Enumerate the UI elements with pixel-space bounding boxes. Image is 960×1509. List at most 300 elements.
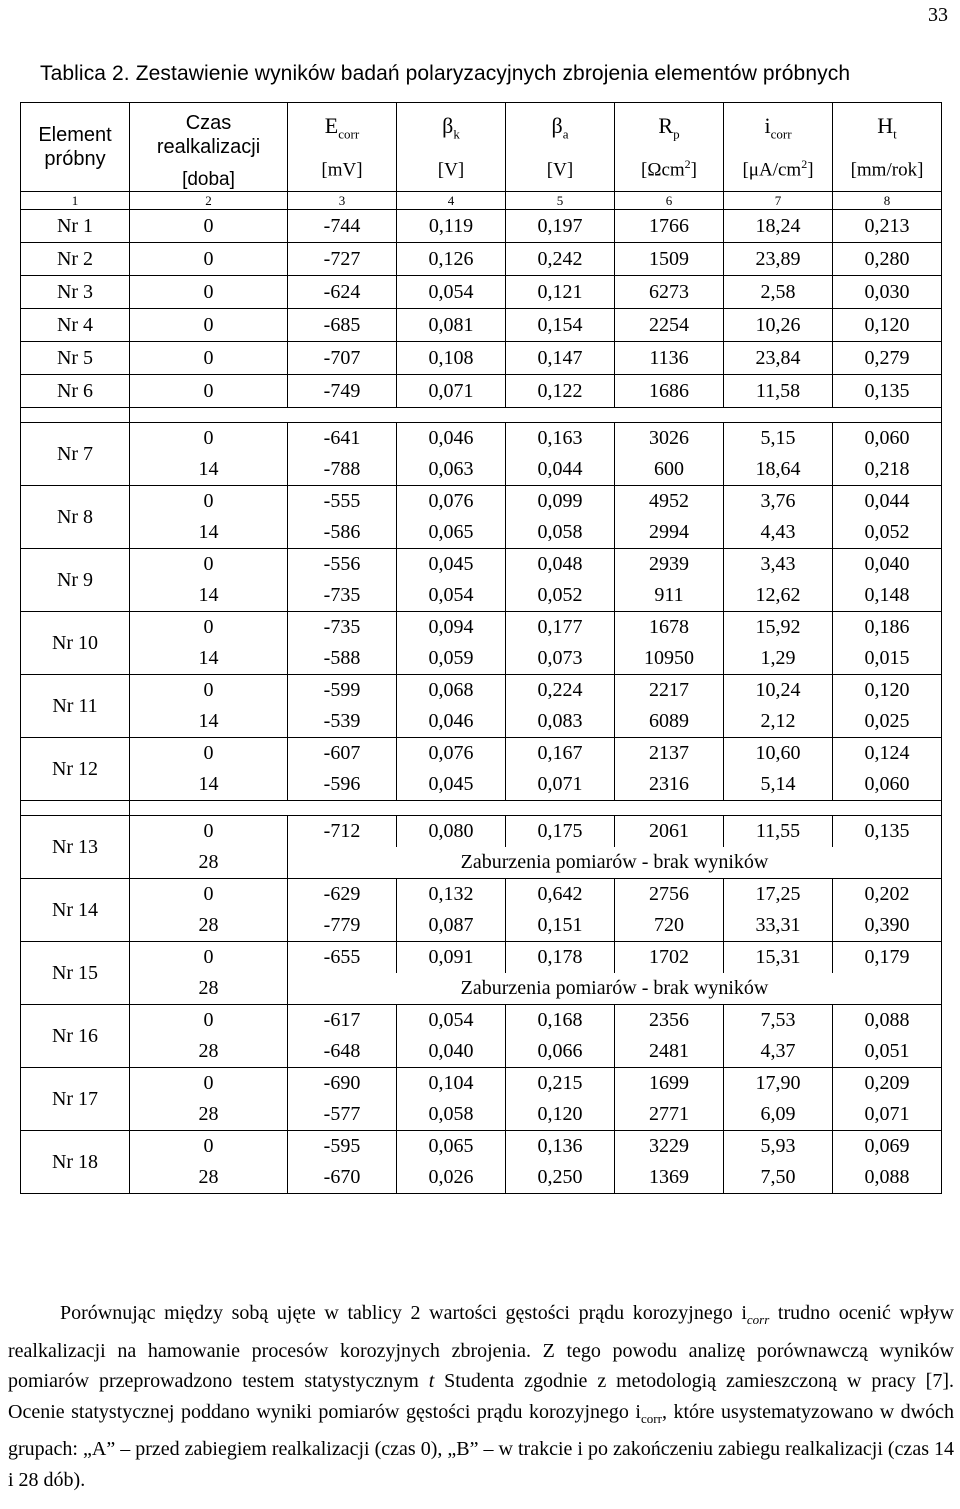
table-cell: 7,53 [724, 1005, 833, 1037]
table-cell: 0 [130, 1005, 288, 1037]
table-cell: 0,124 [833, 738, 942, 770]
table-row [21, 276, 942, 309]
element-label: Nr 11 [21, 675, 130, 738]
header-unit [506, 157, 614, 181]
element-label: Nr 17 [21, 1068, 130, 1131]
element-label: Nr 12 [21, 738, 130, 801]
table-cell: 2316 [615, 769, 724, 801]
header-symbol-main: β [442, 113, 454, 139]
header-time-unit: [doba] [182, 169, 235, 190]
table-cell: 23,84 [724, 342, 833, 375]
table-cell: 0,073 [506, 643, 615, 675]
table-cell: -555 [288, 486, 397, 518]
table-row [21, 210, 942, 243]
body-paragraph [8, 1298, 954, 1495]
table-cell: 0,213 [833, 210, 942, 243]
paragraph-part-1: Porównując między sobą ujęte w tablicy 2 wartości gęstości prądu korozyjnego i [60, 1302, 747, 1324]
table-cell: 1136 [615, 342, 724, 375]
paragraph-part-2: trudno ocenić wpływ realkalizacji na hamowanie procesów korozyjnych zbrojenia. Z tego powodu analizę porównawczą wyników pomiarów przeprowadzono testem statystycznym [8, 1302, 954, 1392]
table-cell: 17,90 [724, 1068, 833, 1100]
table-cell: 0,642 [506, 879, 615, 911]
table-cell: 2994 [615, 517, 724, 549]
table-cell: 0 [130, 549, 288, 581]
table-cell: 15,31 [724, 942, 833, 974]
header-symbol-main: β [551, 113, 563, 139]
separator-row [21, 408, 942, 423]
table-cell: 18,24 [724, 210, 833, 243]
table-cell: 0 [130, 1068, 288, 1100]
header-unit [615, 157, 723, 181]
table-cell: -624 [288, 276, 397, 309]
table-cell: 0,076 [397, 738, 506, 770]
table-cell: 0,121 [506, 276, 615, 309]
table-cell: -712 [288, 816, 397, 848]
table-cell: 12,62 [724, 580, 833, 612]
table-cell: 15,92 [724, 612, 833, 644]
element-label: Nr 14 [21, 879, 130, 942]
table-cell: 0,209 [833, 1068, 942, 1100]
table-cell: 0,215 [506, 1068, 615, 1100]
table-cell: 3,76 [724, 486, 833, 518]
table-row [21, 879, 942, 911]
header-symbol [288, 113, 396, 142]
table-cell: 911 [615, 580, 724, 612]
table-cell: -727 [288, 243, 397, 276]
table-cell: 0,068 [397, 675, 506, 707]
table-cell: 0,104 [397, 1068, 506, 1100]
table-cell: 0,197 [506, 210, 615, 243]
table-cell: -586 [288, 517, 397, 549]
table-cell: 0,088 [833, 1162, 942, 1194]
table-cell: 6,09 [724, 1099, 833, 1131]
table-cell: 0,154 [506, 309, 615, 342]
table-cell: 0,015 [833, 643, 942, 675]
table-cell: 14 [130, 454, 288, 486]
table-row [21, 1131, 942, 1163]
table-cell: 0 [130, 309, 288, 342]
table-cell: 4,43 [724, 517, 833, 549]
table-cell: 0,054 [397, 580, 506, 612]
table-cell: 2771 [615, 1099, 724, 1131]
table-cell: 0,224 [506, 675, 615, 707]
table-cell: 6089 [615, 706, 724, 738]
table-cell: 0,058 [397, 1099, 506, 1131]
table-cell: 720 [615, 910, 724, 942]
caption-label: Tablica 2. [40, 62, 130, 85]
table-caption [40, 62, 850, 86]
table-cell: 0,135 [833, 375, 942, 408]
table-cell: -685 [288, 309, 397, 342]
table-cell: 0,280 [833, 243, 942, 276]
table-cell: 0,126 [397, 243, 506, 276]
table-cell: 0,390 [833, 910, 942, 942]
header-symbol-sub: k [453, 126, 460, 142]
table-cell: 28 [130, 847, 288, 879]
table-cell: 4952 [615, 486, 724, 518]
table-cell: 0 [130, 1131, 288, 1163]
table-cell: -655 [288, 942, 397, 974]
table-cell: -735 [288, 580, 397, 612]
table-row [21, 1099, 942, 1131]
table-cell: 3229 [615, 1131, 724, 1163]
table-cell: 1,29 [724, 643, 833, 675]
header-symbol-sub: corr [338, 126, 360, 142]
header-unit-text: [V] [546, 158, 574, 180]
table-cell: 11,55 [724, 816, 833, 848]
table-cell: 10,60 [724, 738, 833, 770]
table-cell: 1699 [615, 1068, 724, 1100]
table-cell: 14 [130, 706, 288, 738]
table-cell: 0 [130, 738, 288, 770]
table-cell: 0,136 [506, 1131, 615, 1163]
table-cell: -595 [288, 1131, 397, 1163]
header-symbol-main: R [658, 113, 674, 139]
table-cell: 0,135 [833, 816, 942, 848]
table-cell: -629 [288, 879, 397, 911]
paragraph-italic-t: t [428, 1370, 435, 1392]
table-cell: 0,081 [397, 309, 506, 342]
column-number: 3 [288, 192, 397, 210]
table-cell: -779 [288, 910, 397, 942]
table-cell: 1766 [615, 210, 724, 243]
element-label: Nr 4 [21, 309, 130, 342]
column-number: 5 [506, 192, 615, 210]
table-cell: 14 [130, 643, 288, 675]
paragraph-part-3: Studenta zgodnie z metodologią zamieszczoną w pracy [7]. Ocenie statystycznej poddano wyniki pomiarów gęstości prądu korozyjnego i [8, 1370, 954, 1423]
table-cell: 0 [130, 942, 288, 974]
table-cell: -707 [288, 342, 397, 375]
table-row [21, 738, 942, 770]
header-symbol-sub: t [893, 126, 897, 142]
table-cell: 4,37 [724, 1036, 833, 1068]
header-element-text: Element próbny [38, 124, 112, 170]
header-unit-text: [mV] [321, 158, 363, 180]
table-cell: 3,43 [724, 549, 833, 581]
table-row [21, 342, 942, 375]
table-row [21, 454, 942, 486]
table-cell: 0,094 [397, 612, 506, 644]
table-row [21, 1162, 942, 1194]
table-row [21, 643, 942, 675]
table-cell: 14 [130, 769, 288, 801]
table-cell: 0,151 [506, 910, 615, 942]
header-unit [724, 157, 832, 181]
column-number-row [21, 192, 942, 210]
header-unit-text: [μA/cm [742, 158, 802, 180]
table-cell: 17,25 [724, 879, 833, 911]
table-cell: 2,12 [724, 706, 833, 738]
table-cell: 0,044 [506, 454, 615, 486]
table-cell: 0,108 [397, 342, 506, 375]
table-cell: -788 [288, 454, 397, 486]
table-row [21, 580, 942, 612]
paragraph-part-4: , które usystematyzowano w dwóch grupach: „A” – przed zabiegiem realkalizacji (czas 0), „B” – w trakcie i po zakończeniu zabiegu realkalizacji (czas 14 i 28 dób). [8, 1400, 954, 1491]
table-cell: 0,063 [397, 454, 506, 486]
table-cell: -641 [288, 423, 397, 455]
header-unit-end: ] [690, 158, 697, 180]
table-cell: -648 [288, 1036, 397, 1068]
table-cell: 2,58 [724, 276, 833, 309]
table-cell: -599 [288, 675, 397, 707]
table-row [21, 675, 942, 707]
element-label: Nr 18 [21, 1131, 130, 1194]
table-cell: 0,178 [506, 942, 615, 974]
table-row [21, 423, 942, 455]
table-cell: 0,120 [506, 1099, 615, 1131]
table-cell: 5,15 [724, 423, 833, 455]
header-col-6 [615, 103, 724, 192]
table-cell: 1509 [615, 243, 724, 276]
table-row [21, 375, 942, 408]
table-cell: 0,060 [833, 769, 942, 801]
table-row [21, 1005, 942, 1037]
element-label: Nr 1 [21, 210, 130, 243]
table-cell: 0,175 [506, 816, 615, 848]
caption-title: Zestawienie wyników badań polaryzacyjnych zbrojenia elementów próbnych [135, 62, 851, 85]
table-cell: 0,046 [397, 423, 506, 455]
table-cell: 0,122 [506, 375, 615, 408]
table-cell: 0,088 [833, 1005, 942, 1037]
separator-cell [21, 408, 130, 423]
header-symbol-sub: corr [770, 126, 792, 142]
table-row [21, 612, 942, 644]
table-cell: -539 [288, 706, 397, 738]
table-cell: 0,202 [833, 879, 942, 911]
header-col-4 [397, 103, 506, 192]
table-cell: 1686 [615, 375, 724, 408]
table-cell: 0,119 [397, 210, 506, 243]
table-cell: -588 [288, 643, 397, 675]
table-row [21, 243, 942, 276]
header-unit-text: [Ωcm [641, 158, 685, 180]
table-cell: 0,040 [833, 549, 942, 581]
header-unit-end: ] [807, 158, 814, 180]
header-unit-sup: 2 [801, 156, 808, 171]
header-symbol [833, 113, 941, 142]
table-row [21, 706, 942, 738]
table-cell: 0,147 [506, 342, 615, 375]
table-cell: 6273 [615, 276, 724, 309]
table-cell: 0,242 [506, 243, 615, 276]
element-label: Nr 15 [21, 942, 130, 1005]
paragraph-sub-2: corr [641, 1410, 662, 1426]
table-cell: 0,048 [506, 549, 615, 581]
table-cell: 0,279 [833, 342, 942, 375]
header-symbol-main: H [877, 113, 894, 139]
element-label: Nr 7 [21, 423, 130, 486]
table-cell: 18,64 [724, 454, 833, 486]
table-row [21, 910, 942, 942]
table-cell: 0,120 [833, 675, 942, 707]
element-label: Nr 8 [21, 486, 130, 549]
table-cell: 0,060 [833, 423, 942, 455]
header-symbol-sub: a [562, 126, 569, 142]
table-cell: 0,148 [833, 580, 942, 612]
table-cell: 0 [130, 816, 288, 848]
paragraph-sub-1: corr [746, 1312, 770, 1327]
header-time-name: Czas realkalizacji [156, 112, 261, 158]
table-cell: -670 [288, 1162, 397, 1194]
table-cell: 0,080 [397, 816, 506, 848]
table-cell: 0 [130, 675, 288, 707]
element-label: Nr 6 [21, 375, 130, 408]
table-cell: 0,052 [506, 580, 615, 612]
table-cell: 0,065 [397, 517, 506, 549]
table-row [21, 549, 942, 581]
table-cell: 5,14 [724, 769, 833, 801]
table-cell: 2217 [615, 675, 724, 707]
header-symbol [397, 113, 505, 142]
table-cell: 0,058 [506, 517, 615, 549]
table-cell: 11,58 [724, 375, 833, 408]
table-cell: 14 [130, 580, 288, 612]
table-row [21, 517, 942, 549]
table-cell: -735 [288, 612, 397, 644]
table-cell: 0,065 [397, 1131, 506, 1163]
table-cell: 0,030 [833, 276, 942, 309]
table-cell: 0,044 [833, 486, 942, 518]
table-cell: 1369 [615, 1162, 724, 1194]
table-cell: 0,045 [397, 769, 506, 801]
results-table [20, 102, 942, 1194]
table-cell: 10950 [615, 643, 724, 675]
header-unit-text: [mm/rok] [850, 158, 924, 180]
table-cell: 0,091 [397, 942, 506, 974]
element-label: Nr 2 [21, 243, 130, 276]
table-cell: 0,087 [397, 910, 506, 942]
table-cell: 0,045 [397, 549, 506, 581]
table-cell: 0,167 [506, 738, 615, 770]
table-cell: 2061 [615, 816, 724, 848]
table-cell: 0,168 [506, 1005, 615, 1037]
table-cell: 0,051 [833, 1036, 942, 1068]
header-symbol-sub: p [673, 126, 680, 142]
header-row [21, 103, 942, 192]
table-cell: 0,040 [397, 1036, 506, 1068]
table-row [21, 1068, 942, 1100]
missing-results-note: Zaburzenia pomiarów - brak wyników [288, 973, 942, 1005]
table-cell: 0,025 [833, 706, 942, 738]
table-cell: 2137 [615, 738, 724, 770]
table-row [21, 769, 942, 801]
separator-cell [130, 408, 942, 423]
table-cell: -596 [288, 769, 397, 801]
table-cell: 33,31 [724, 910, 833, 942]
table-cell: 0,177 [506, 612, 615, 644]
column-number: 6 [615, 192, 724, 210]
table-cell: 0 [130, 879, 288, 911]
header-symbol-main: E [324, 113, 339, 139]
table-row [21, 1036, 942, 1068]
table-cell: 5,93 [724, 1131, 833, 1163]
table-cell: 0 [130, 342, 288, 375]
element-label: Nr 16 [21, 1005, 130, 1068]
table-cell: 0,069 [833, 1131, 942, 1163]
element-label: Nr 10 [21, 612, 130, 675]
header-col-3 [288, 103, 397, 192]
table-cell: 600 [615, 454, 724, 486]
separator-cell [21, 801, 130, 816]
table-cell: 28 [130, 1099, 288, 1131]
table-cell: 28 [130, 1036, 288, 1068]
table-cell: 2756 [615, 879, 724, 911]
column-number: 4 [397, 192, 506, 210]
table-cell: 0 [130, 210, 288, 243]
table-row [21, 486, 942, 518]
table-cell: 0,099 [506, 486, 615, 518]
table-row [21, 816, 942, 848]
table-cell: 0,163 [506, 423, 615, 455]
separator-row [21, 801, 942, 816]
header-symbol-main: i [764, 113, 771, 139]
table-row [21, 942, 942, 974]
element-label: Nr 3 [21, 276, 130, 309]
header-unit [833, 157, 941, 181]
header-symbol [615, 113, 723, 142]
table-cell: 1678 [615, 612, 724, 644]
header-element [21, 103, 130, 192]
element-label: Nr 9 [21, 549, 130, 612]
missing-results-note: Zaburzenia pomiarów - brak wyników [288, 847, 942, 879]
header-col-7 [724, 103, 833, 192]
table-cell: 28 [130, 1162, 288, 1194]
table-row [21, 973, 942, 1005]
header-unit [288, 157, 396, 181]
column-number: 8 [833, 192, 942, 210]
table-cell: 0,250 [506, 1162, 615, 1194]
element-label: Nr 5 [21, 342, 130, 375]
table-cell: 7,50 [724, 1162, 833, 1194]
table-cell: 3026 [615, 423, 724, 455]
header-unit-sup: 2 [684, 156, 691, 171]
table-cell: 0 [130, 375, 288, 408]
table-cell: 0,076 [397, 486, 506, 518]
table-cell: 0,046 [397, 706, 506, 738]
table-cell: 2356 [615, 1005, 724, 1037]
header-symbol [506, 113, 614, 142]
page-number: 33 [928, 4, 948, 26]
header-unit [397, 157, 505, 181]
table-cell: 1702 [615, 942, 724, 974]
table-cell: 23,89 [724, 243, 833, 276]
table-cell: 0,026 [397, 1162, 506, 1194]
table-cell: 0,054 [397, 276, 506, 309]
column-number: 2 [130, 192, 288, 210]
table-cell: 0,071 [833, 1099, 942, 1131]
table-cell: 28 [130, 973, 288, 1005]
table-cell: -577 [288, 1099, 397, 1131]
table-cell: 0 [130, 423, 288, 455]
table-cell: 0,218 [833, 454, 942, 486]
table-cell: 10,26 [724, 309, 833, 342]
table-cell: -744 [288, 210, 397, 243]
table-cell: 2254 [615, 309, 724, 342]
table-cell: 0,186 [833, 612, 942, 644]
table-cell: 0,066 [506, 1036, 615, 1068]
column-number: 7 [724, 192, 833, 210]
column-number: 1 [21, 192, 130, 210]
table-cell: 0,052 [833, 517, 942, 549]
table-cell: -556 [288, 549, 397, 581]
table-cell: 0,071 [506, 769, 615, 801]
table-cell: 2939 [615, 549, 724, 581]
header-col-5 [506, 103, 615, 192]
table-row [21, 309, 942, 342]
table-cell: 10,24 [724, 675, 833, 707]
header-time [130, 103, 288, 192]
table-cell: 0 [130, 243, 288, 276]
table-cell: 28 [130, 910, 288, 942]
